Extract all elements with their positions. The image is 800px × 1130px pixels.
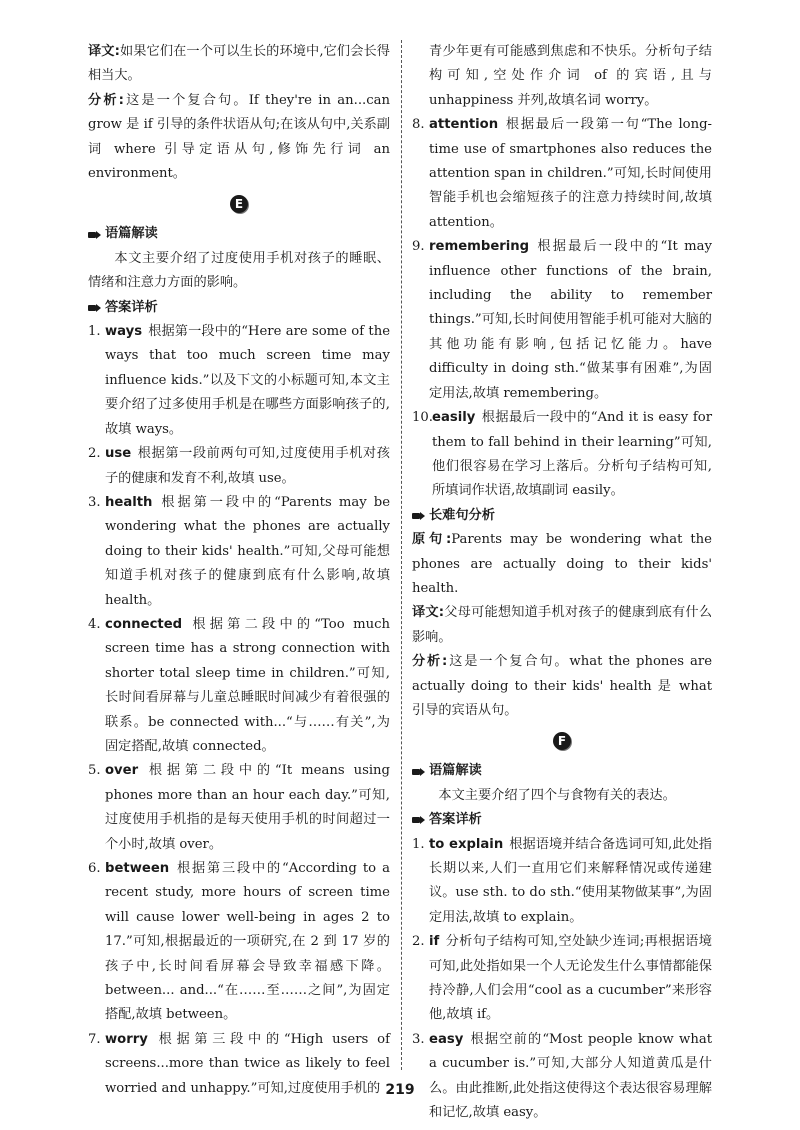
answer-item-7-continuation: 青少年更有可能感到焦虑和不快乐。分析句子结构可知,空处作介词 of 的宾语,且与 unhappiness 并列,故填名词 worry。 bbox=[429, 44, 712, 108]
sentence-translation: 译文:父母可能想知道手机对孩子的健康到底有什么影响。 bbox=[412, 605, 713, 645]
pen-icon bbox=[88, 304, 100, 312]
analysis-paragraph: 分析:这是一个复合句。If they're in an...can grow 是 if 引导的条件状语从句;在该从句中,关系副词 where 引导定语从句,修饰先行词 an environment。 bbox=[88, 92, 390, 182]
long-sentence-heading: 长难句分析 bbox=[412, 504, 712, 528]
reading-heading: 语篇解读 bbox=[88, 222, 390, 246]
left-column bbox=[88, 40, 390, 1101]
original-sentence: 原句:Parents may be wondering what the phones are actually doing to their kids' health. bbox=[412, 532, 712, 596]
section-badge-f: F bbox=[553, 732, 571, 750]
pen-icon bbox=[412, 512, 424, 520]
answer-item-6: 6. between 根据第三段中的“According to a recent study, more hours of screen time will cause lower well-being in ages 2 to 17.”可知,根据最近的一项研究,在 2 到 17 岁的孩子中,长时间看屏幕会导致幸福感下降。between... and...“在……至……之间”,为固定搭配,故填 between。 bbox=[88, 861, 390, 1023]
answers-heading: 答案详析 bbox=[412, 808, 712, 832]
answer-item-4: 4. connected 根据第二段中的“Too much screen time has a strong connection with shorter total sleep time in children.”可知,长时间看屏幕与儿童总睡眠时间减少有着很强的联系。be connected with...“与……有关”,为固定搭配,故填 connected。 bbox=[88, 616, 390, 754]
column-divider bbox=[401, 40, 402, 1070]
right-column bbox=[412, 40, 712, 1125]
answer-item-2: 2. use 根据第一段前两句可知,过度使用手机对孩子的健康和发育不利,故填 use。 bbox=[88, 446, 390, 486]
answer-item-f2: 2. if 分析句子结构可知,空处缺少连词;再根据语境可知,此处指如果一个人无论发生什么事情都能保持冷静,人们会用“cool as a cucumber”来形容他,故填 if。 bbox=[412, 934, 712, 1023]
pen-icon bbox=[412, 768, 424, 776]
section-badge-wrap bbox=[412, 723, 712, 759]
answers-heading: 答案详析 bbox=[88, 296, 390, 320]
answer-item-8: 8. attention 根据最后一段第一句“The long-time use of smartphones also reduces the attention span in children.”可知,长时间使用智能手机也会缩短孩子的注意力持续时间,故填 attention。 bbox=[412, 117, 712, 230]
section-badge-wrap bbox=[88, 186, 390, 222]
answer-item-f3: 3. easy 根据空前的“Most people know what a cucumber is.”可知,大部分人知道黄瓜是什么。由此推断,此处指这使得这个表达很容易理解和记忆,故填 easy。 bbox=[412, 1031, 712, 1121]
answer-item-7: 7. worry 根据第三段中的“High users of screens...more than twice as likely to feel worried and unhappy.”可知,过度使用手机的 bbox=[88, 1031, 390, 1096]
reading-summary: 本文主要介绍了过度使用手机对孩子的睡眠、情绪和注意力方面的影响。 bbox=[88, 250, 390, 291]
reading-heading: 语篇解读 bbox=[412, 759, 712, 783]
section-badge-e: E bbox=[230, 195, 248, 213]
answer-item-5: 5. over 根据第二段中的“It means using phones more than an hour each day.”可知,过度使用手机指的是每天使用手机的时间超过一个小时,故填 over。 bbox=[88, 763, 390, 852]
page-number: 219 bbox=[385, 1082, 415, 1098]
answer-item-1: 1. ways 根据第一段中的“Here are some of the ways that too much screen time may influence kids.”以及下文的小标题可知,本文主要介绍了过多使用手机是在哪些方面影响孩子的,故填 ways。 bbox=[88, 324, 390, 437]
pen-icon bbox=[88, 231, 100, 239]
translation-paragraph: 译文:如果它们在一个可以生长的环境中,它们会长得相当大。 bbox=[88, 44, 390, 84]
answer-item-f1: 1. to explain 根据语境并结合备选词可知,此处指长期以来,人们一直用它们来解释情况或传递建议。use sth. to do sth.“使用某物做某事”,为固定用法,故填 to explain。 bbox=[412, 836, 712, 925]
sentence-analysis: 分析:这是一个复合句。what the phones are actually doing to their kids' health 是 what 引导的宾语从句。 bbox=[412, 654, 712, 718]
answer-item-10: 10. easily 根据最后一段中的“And it is easy for them to fall behind in their learning”可知,他们很容易在学习上落后。分析句子结构可知,所填词作状语,故填副词 easily。 bbox=[412, 410, 712, 499]
answer-item-9: 9. remembering 根据最后一段中的“It may influence other functions of the brain, including the ability to remember things.”可知,长时间使用智能手机可能对大脑的其他功能有影响,包括记忆能力。have difficulty in doing sth.“做某事有困难”,为固定用法,故填 remembering。 bbox=[412, 239, 712, 401]
pen-icon bbox=[412, 816, 424, 824]
answer-item-3: 3. health 根据第一段中的“Parents may be wondering what the phones are actually doing to their kids' health.”可知,父母可能想知道手机对孩子的健康到底有什么影响,故填 health。 bbox=[88, 494, 390, 608]
reading-summary: 本文主要介绍了四个与食物有关的表达。 bbox=[438, 787, 676, 803]
